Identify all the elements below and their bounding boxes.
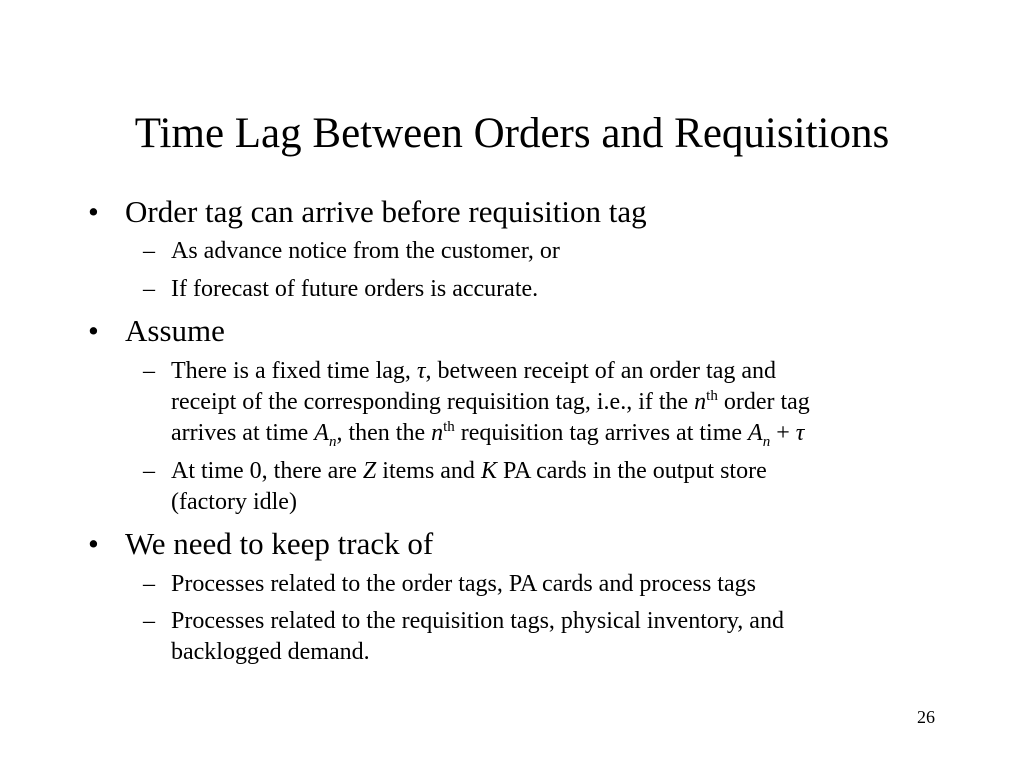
- text-line: arrives at time $A_n$, then the $n^{th}$ requisition tag arrives at time $A_n + \tau$: [171, 419, 805, 450]
- plus-symbol: +: [770, 420, 796, 446]
- dash-icon: –: [143, 458, 155, 484]
- bullet-icon: •: [88, 313, 99, 348]
- slide-title: Time Lag Between Orders and Requisitions: [134, 110, 890, 157]
- dash-icon: –: [143, 358, 155, 384]
- text-line: backlogged demand.: [171, 639, 370, 665]
- sub-bullet-text: As advance notice from the customer, or: [171, 238, 560, 264]
- sub-bullet-text: If forecast of future orders is accurate.: [171, 276, 539, 302]
- sub-bullet-text: Processes related to the order tags, PA cards and process tags: [171, 571, 756, 597]
- n-subscript: n: [762, 433, 771, 450]
- sub-bullet-text: [171, 356, 810, 449]
- tau-symbol: τ: [416, 358, 426, 384]
- text-line: Processes related to the requisition tags, physical inventory, and: [171, 608, 784, 634]
- text-line: (factory idle): [171, 489, 297, 515]
- k-symbol: K: [480, 458, 497, 484]
- th-superscript: th: [706, 388, 718, 404]
- dash-icon: –: [143, 571, 155, 597]
- n-subscript: n: [328, 433, 337, 450]
- bullet-text: Assume: [125, 313, 225, 348]
- n-symbol: n: [694, 389, 707, 415]
- sub-bullet-text: [171, 456, 767, 518]
- text-line: There is a fixed time lag, τ, between receipt of an order tag and: [171, 358, 776, 384]
- th-superscript: th: [443, 419, 455, 435]
- dash-icon: –: [143, 276, 155, 302]
- bullet-text: Order tag can arrive before requisition tag: [125, 194, 647, 229]
- a-symbol: A: [748, 420, 763, 446]
- tau-symbol: τ: [795, 420, 805, 446]
- z-symbol: Z: [362, 458, 377, 484]
- bullet-icon: •: [88, 526, 99, 561]
- page-number: 26: [917, 707, 935, 727]
- n-symbol: n: [431, 420, 444, 446]
- sub-bullet-text: [171, 606, 784, 668]
- text-line: At time 0, there are Z items and K PA cards in the output store: [171, 458, 767, 484]
- bullet-text: We need to keep track of: [125, 526, 434, 561]
- dash-icon: –: [143, 608, 155, 634]
- text-line: receipt of the corresponding requisition tag, i.e., if the $n^{th}$ order tag: [171, 388, 810, 415]
- dash-icon: –: [143, 238, 155, 264]
- bullet-icon: •: [88, 194, 99, 229]
- a-symbol: A: [314, 420, 329, 446]
